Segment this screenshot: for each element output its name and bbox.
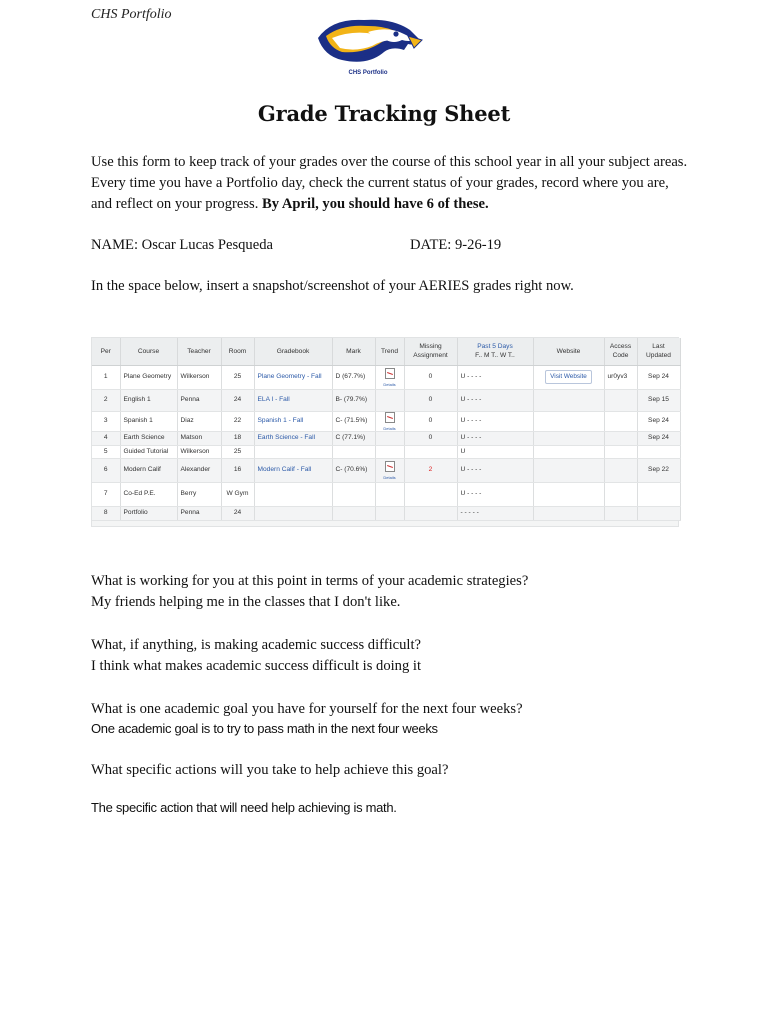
cell-website bbox=[533, 389, 604, 411]
header-missing: Missing Assignment bbox=[404, 338, 457, 365]
table-row bbox=[92, 389, 680, 411]
cell-per: 8 bbox=[92, 506, 120, 520]
cell-website bbox=[533, 365, 604, 389]
cell-access-code bbox=[604, 431, 637, 445]
cell-room: W Gym bbox=[221, 482, 254, 506]
cell-trend bbox=[375, 445, 404, 458]
header-mark: Mark bbox=[332, 338, 375, 365]
cell-last-updated: Sep 15 bbox=[637, 389, 680, 411]
cell-last-updated: Sep 22 bbox=[637, 458, 680, 482]
cell-gradebook[interactable]: Spanish 1 - Fall bbox=[254, 411, 332, 431]
cell-trend bbox=[375, 506, 404, 520]
intro-text: Use this form to keep track of your grades over the course of this school year in all your subject areas. Every time you have a Portfolio day, check the current status of your grades, record where you are, and reflect on your progress. bbox=[91, 154, 688, 212]
cell-website bbox=[533, 506, 604, 520]
header-room: Room bbox=[221, 338, 254, 365]
cell-missing bbox=[404, 445, 457, 458]
intro-bold-text: By April, you should have 6 of these. bbox=[262, 196, 489, 212]
cell-mark bbox=[332, 506, 375, 520]
cell-per: 1 bbox=[92, 365, 120, 389]
cell-teacher: Wilkerson bbox=[177, 445, 221, 458]
logo-caption: CHS Portfolio bbox=[348, 70, 388, 76]
cell-gradebook[interactable]: ELA I - Fall bbox=[254, 389, 332, 411]
table-row bbox=[92, 458, 680, 482]
cell-access-code bbox=[604, 506, 637, 520]
trend-chart-icon[interactable] bbox=[385, 412, 395, 423]
cell-missing: 0 bbox=[404, 365, 457, 389]
cell-access-code bbox=[604, 445, 637, 458]
header-past-days bbox=[457, 338, 533, 365]
cell-website bbox=[533, 458, 604, 482]
page-title: Grade Tracking Sheet bbox=[257, 101, 511, 126]
cell-trend bbox=[375, 482, 404, 506]
header-trend: Trend bbox=[375, 338, 404, 365]
past-days-sub: F.. M T.. W T.. bbox=[475, 352, 515, 360]
cell-trend[interactable] bbox=[375, 411, 404, 431]
grades-body bbox=[92, 365, 680, 520]
header-teacher: Teacher bbox=[177, 338, 221, 365]
cell-website bbox=[533, 431, 604, 445]
cell-last-updated bbox=[637, 445, 680, 458]
cell-trend bbox=[375, 389, 404, 411]
grades-table bbox=[92, 338, 681, 521]
cell-per: 2 bbox=[92, 389, 120, 411]
table-row bbox=[92, 482, 680, 506]
instruction-text: In the space below, insert a snapshot/screenshot of your AERIES grades right now. bbox=[91, 278, 574, 294]
table-row bbox=[92, 445, 680, 458]
trend-details-label[interactable]: Details bbox=[383, 425, 396, 431]
cell-per: 5 bbox=[92, 445, 120, 458]
cell-past-days: U - - - - bbox=[457, 482, 533, 506]
cell-last-updated bbox=[637, 482, 680, 506]
question-3: What is one academic goal you have for yourself for the next four weeks? bbox=[91, 701, 523, 717]
cell-per: 4 bbox=[92, 431, 120, 445]
cell-past-days: U - - - - bbox=[457, 458, 533, 482]
cell-missing: 2 bbox=[404, 458, 457, 482]
header-website: Website bbox=[533, 338, 604, 365]
name-line: NAME: Oscar Lucas Pesqueda bbox=[91, 237, 273, 253]
cell-mark: C (77.1%) bbox=[332, 431, 375, 445]
cell-mark: C- (71.5%) bbox=[332, 411, 375, 431]
cell-trend bbox=[375, 431, 404, 445]
cell-past-days: U - - - - bbox=[457, 431, 533, 445]
cell-mark: D (67.7%) bbox=[332, 365, 375, 389]
table-row bbox=[92, 506, 680, 520]
cell-teacher: Wilkerson bbox=[177, 365, 221, 389]
cell-last-updated: Sep 24 bbox=[637, 365, 680, 389]
answer-4: The specific action that will need help achieving is math. bbox=[91, 800, 397, 815]
trend-details-label[interactable]: Details bbox=[383, 474, 396, 480]
cell-teacher: Berry bbox=[177, 482, 221, 506]
cell-past-days: U - - - - bbox=[457, 365, 533, 389]
cell-gradebook bbox=[254, 482, 332, 506]
cell-last-updated: Sep 24 bbox=[637, 431, 680, 445]
cell-past-days: U - - - - bbox=[457, 411, 533, 431]
cell-missing: 0 bbox=[404, 411, 457, 431]
grades-screenshot bbox=[91, 337, 679, 527]
cell-gradebook[interactable]: Earth Science - Fall bbox=[254, 431, 332, 445]
cell-past-days: U - - - - bbox=[457, 389, 533, 411]
header-last-updated: Last Updated bbox=[637, 338, 680, 365]
trend-details-label[interactable]: Details bbox=[383, 381, 396, 387]
cell-missing bbox=[404, 506, 457, 520]
cell-trend[interactable] bbox=[375, 365, 404, 389]
cell-last-updated: Sep 24 bbox=[637, 411, 680, 431]
cell-website bbox=[533, 445, 604, 458]
cell-per: 3 bbox=[92, 411, 120, 431]
intro-paragraph bbox=[91, 152, 691, 215]
header-label: CHS Portfolio bbox=[91, 7, 172, 22]
cell-room: 24 bbox=[221, 389, 254, 411]
cell-gradebook bbox=[254, 445, 332, 458]
cell-room: 24 bbox=[221, 506, 254, 520]
cell-trend[interactable] bbox=[375, 458, 404, 482]
cell-past-days: - - - - - bbox=[457, 506, 533, 520]
cell-access-code bbox=[604, 411, 637, 431]
cell-per: 7 bbox=[92, 482, 120, 506]
answer-1: My friends helping me in the classes that I don't like. bbox=[91, 594, 401, 610]
header-course: Course bbox=[120, 338, 177, 365]
cell-course: Spanish 1 bbox=[120, 411, 177, 431]
cell-gradebook bbox=[254, 506, 332, 520]
header-gradebook: Gradebook bbox=[254, 338, 332, 365]
question-1: What is working for you at this point in terms of your academic strategies? bbox=[91, 573, 529, 589]
header-per: Per bbox=[92, 338, 120, 365]
cell-course: Guided Tutorial bbox=[120, 445, 177, 458]
cell-access-code: ur0yv3 bbox=[604, 365, 637, 389]
cell-access-code bbox=[604, 458, 637, 482]
cell-course: Modern Calif bbox=[120, 458, 177, 482]
cell-missing: 0 bbox=[404, 389, 457, 411]
cell-access-code bbox=[604, 482, 637, 506]
cell-access-code bbox=[604, 389, 637, 411]
cell-mark: C- (70.6%) bbox=[332, 458, 375, 482]
cell-room: 25 bbox=[221, 365, 254, 389]
cell-mark: B- (79.7%) bbox=[332, 389, 375, 411]
cell-teacher: Penna bbox=[177, 389, 221, 411]
answer-2: I think what makes academic success difficult is doing it bbox=[91, 658, 422, 674]
cell-course: English 1 bbox=[120, 389, 177, 411]
cell-room: 22 bbox=[221, 411, 254, 431]
cell-last-updated bbox=[637, 506, 680, 520]
trend-chart-icon[interactable] bbox=[385, 461, 395, 472]
past-days-label: Past 5 Days bbox=[477, 343, 513, 351]
header-access-code: Access Code bbox=[604, 338, 637, 365]
cell-past-days: U bbox=[457, 445, 533, 458]
cell-gradebook[interactable]: Plane Geometry - Fall bbox=[254, 365, 332, 389]
cell-teacher: Alexander bbox=[177, 458, 221, 482]
answer-3: One academic goal is to try to pass math in the next four weeks bbox=[91, 721, 438, 736]
cell-room: 16 bbox=[221, 458, 254, 482]
cell-course: Portfolio bbox=[120, 506, 177, 520]
cell-mark bbox=[332, 445, 375, 458]
trend-chart-icon[interactable] bbox=[385, 368, 395, 379]
cell-course: Co-Ed P.E. bbox=[120, 482, 177, 506]
grades-header-row bbox=[92, 338, 680, 365]
cell-missing bbox=[404, 482, 457, 506]
visit-website-button[interactable]: Visit Website bbox=[545, 370, 592, 384]
table-row bbox=[92, 365, 680, 389]
cell-course: Earth Science bbox=[120, 431, 177, 445]
cell-gradebook[interactable]: Modern Calif - Fall bbox=[254, 458, 332, 482]
cell-website bbox=[533, 482, 604, 506]
cell-teacher: Matson bbox=[177, 431, 221, 445]
cell-teacher: Penna bbox=[177, 506, 221, 520]
cell-course: Plane Geometry bbox=[120, 365, 177, 389]
date-line: DATE: 9-26-19 bbox=[410, 237, 502, 253]
question-4: What specific actions will you take to help achieve this goal? bbox=[91, 762, 449, 778]
cell-room: 25 bbox=[221, 445, 254, 458]
cell-missing: 0 bbox=[404, 431, 457, 445]
cell-per: 6 bbox=[92, 458, 120, 482]
table-row bbox=[92, 411, 680, 431]
cell-website bbox=[533, 411, 604, 431]
cell-teacher: Diaz bbox=[177, 411, 221, 431]
cell-room: 18 bbox=[221, 431, 254, 445]
table-row bbox=[92, 431, 680, 445]
question-2: What, if anything, is making academic success difficult? bbox=[91, 637, 422, 653]
cell-mark bbox=[332, 482, 375, 506]
